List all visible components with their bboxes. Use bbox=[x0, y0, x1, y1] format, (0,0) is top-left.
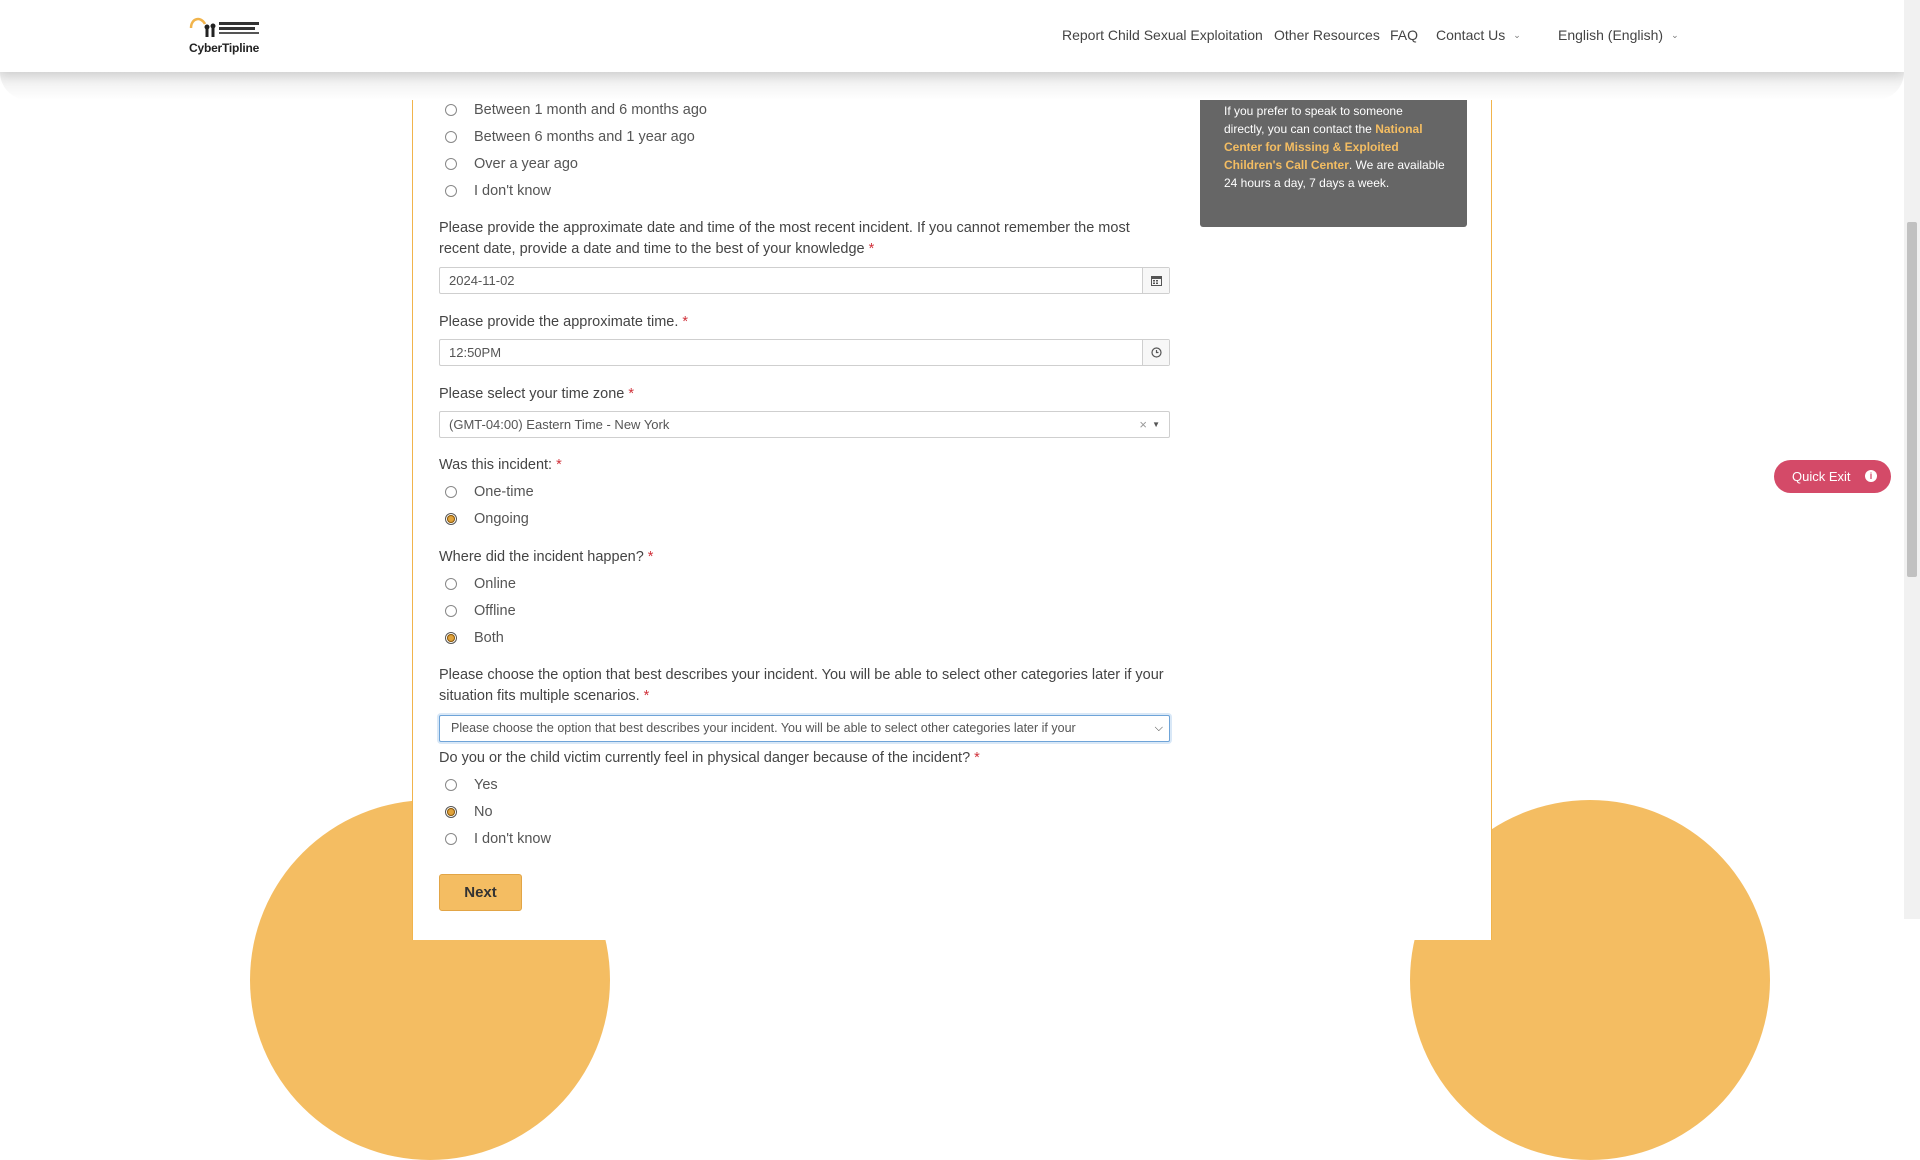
required-mark: * bbox=[868, 241, 875, 257]
radio-danger-yes[interactable] bbox=[439, 774, 498, 796]
radio-danger-no[interactable] bbox=[439, 801, 493, 823]
required-mark: * bbox=[628, 386, 635, 402]
radio-label: Over a year ago bbox=[474, 156, 578, 172]
danger-question-text: Do you or the child victim currently feel in physical danger because of the incident? bbox=[439, 750, 971, 766]
required-mark: * bbox=[643, 688, 650, 704]
radio-online[interactable] bbox=[439, 573, 516, 595]
radio-offline[interactable] bbox=[439, 600, 516, 622]
clock-icon[interactable] bbox=[1142, 340, 1169, 365]
radio-1-to-6-months[interactable] bbox=[439, 99, 707, 121]
radio-button[interactable] bbox=[445, 779, 457, 791]
logo-text: CyberTipline bbox=[189, 41, 260, 55]
chevron-down-icon[interactable]: ⌵ bbox=[1154, 722, 1163, 734]
info-icon: i bbox=[1865, 470, 1877, 482]
timezone-question-label bbox=[439, 384, 1169, 405]
radio-label: Online bbox=[474, 576, 516, 592]
date-input[interactable] bbox=[439, 267, 1170, 294]
nav-contact-us-label: Contact Us bbox=[1436, 27, 1506, 43]
call-center-info-box bbox=[1200, 84, 1467, 227]
date-value: 2024-11-02 bbox=[449, 273, 515, 288]
cybertipline-logo[interactable] bbox=[189, 14, 263, 56]
nav-other-resources-link[interactable]: Other Resources bbox=[1274, 27, 1380, 43]
radio-button[interactable] bbox=[445, 104, 457, 116]
radio-label: Offline bbox=[474, 603, 516, 619]
next-button[interactable]: Next bbox=[439, 874, 522, 911]
caret-down-icon[interactable]: ▼ bbox=[1152, 420, 1160, 429]
radio-label: Ongoing bbox=[474, 511, 529, 527]
incident-type-question-text: Was this incident: bbox=[439, 457, 553, 473]
required-mark: * bbox=[556, 457, 562, 473]
nav-contact-us-menu[interactable] bbox=[1436, 27, 1521, 43]
info-text-before: If you prefer to speak to someone directly, you can contact the bbox=[1224, 104, 1403, 136]
radio-button[interactable] bbox=[445, 605, 457, 617]
category-select[interactable] bbox=[439, 715, 1170, 742]
radio-label: Between 6 months and 1 year ago bbox=[474, 129, 695, 145]
date-question-text: Please provide the approximate date and time of the most recent incident. If you cannot remember the most recent date, provide a date and time to the best of your knowledge bbox=[439, 220, 1130, 257]
time-question-text: Please provide the approximate time. bbox=[439, 314, 679, 330]
radio-both[interactable] bbox=[439, 627, 504, 649]
radio-label: No bbox=[474, 804, 493, 820]
radio-6-months-to-1-year[interactable] bbox=[439, 126, 695, 148]
radio-button[interactable] bbox=[445, 131, 457, 143]
category-value: Please choose the option that best describes your incident. You will be able to select other categories later if your bbox=[451, 721, 1076, 735]
nav-report-link[interactable]: Report Child Sexual Exploitation bbox=[1062, 27, 1263, 43]
required-mark: * bbox=[974, 750, 980, 766]
radio-label: I don't know bbox=[474, 183, 551, 199]
clear-icon[interactable]: × bbox=[1139, 417, 1147, 432]
site-header bbox=[0, 0, 1904, 72]
timezone-question-text: Please select your time zone bbox=[439, 386, 625, 402]
chevron-down-icon: ⌄ bbox=[1513, 30, 1521, 40]
language-selector[interactable] bbox=[1558, 27, 1679, 43]
radio-label: I don't know bbox=[474, 831, 551, 847]
radio-label: One-time bbox=[474, 484, 534, 500]
where-question-label bbox=[439, 547, 1169, 568]
radio-button[interactable] bbox=[445, 158, 457, 170]
timezone-select[interactable] bbox=[439, 411, 1170, 438]
language-label: English (English) bbox=[1558, 27, 1664, 43]
radio-label: Yes bbox=[474, 777, 498, 793]
category-question-text: Please choose the option that best describes your incident. You will be able to select other categories later if your situation fits multiple scenarios. bbox=[439, 667, 1164, 704]
required-mark: * bbox=[682, 314, 689, 330]
logo-mark-icon bbox=[189, 14, 263, 40]
info-text-after: . We are available 24 hours a day, 7 days a week. bbox=[1224, 158, 1445, 190]
time-input[interactable] bbox=[439, 339, 1170, 366]
radio-button[interactable] bbox=[445, 486, 457, 498]
radio-label: Between 1 month and 6 months ago bbox=[474, 102, 707, 118]
radio-button[interactable] bbox=[445, 185, 457, 197]
quick-exit-label: Quick Exit bbox=[1792, 469, 1851, 484]
time-question-label bbox=[439, 312, 1169, 333]
scrollbar-thumb[interactable] bbox=[1907, 222, 1917, 577]
radio-time-dont-know[interactable] bbox=[439, 180, 551, 202]
quick-exit-button[interactable] bbox=[1774, 460, 1891, 493]
where-question-text: Where did the incident happen? bbox=[439, 549, 644, 565]
radio-one-time[interactable] bbox=[439, 481, 534, 503]
call-center-link[interactable]: National Center for Missing & Exploited Children's Call Center bbox=[1224, 122, 1423, 172]
radio-button[interactable] bbox=[445, 806, 457, 818]
calendar-icon[interactable] bbox=[1142, 268, 1169, 293]
timezone-value: (GMT-04:00) Eastern Time - New York bbox=[449, 417, 670, 432]
radio-label: Both bbox=[474, 630, 504, 646]
chevron-down-icon: ⌄ bbox=[1671, 30, 1679, 40]
time-value: 12:50PM bbox=[449, 345, 502, 360]
page-scrollbar[interactable] bbox=[1904, 0, 1920, 919]
radio-button[interactable] bbox=[445, 513, 457, 525]
radio-ongoing[interactable] bbox=[439, 508, 529, 530]
radio-button[interactable] bbox=[445, 578, 457, 590]
radio-button[interactable] bbox=[445, 632, 457, 644]
incident-type-question-label bbox=[439, 455, 1169, 476]
radio-button[interactable] bbox=[445, 833, 457, 845]
nav-faq-link[interactable]: FAQ bbox=[1390, 27, 1419, 43]
date-question-label bbox=[439, 218, 1169, 260]
radio-over-a-year[interactable] bbox=[439, 153, 578, 175]
danger-question-label bbox=[439, 748, 1169, 769]
required-mark: * bbox=[647, 549, 654, 565]
header-shadow bbox=[0, 72, 1904, 100]
radio-danger-dont-know[interactable] bbox=[439, 828, 551, 850]
category-question-label bbox=[439, 665, 1169, 707]
